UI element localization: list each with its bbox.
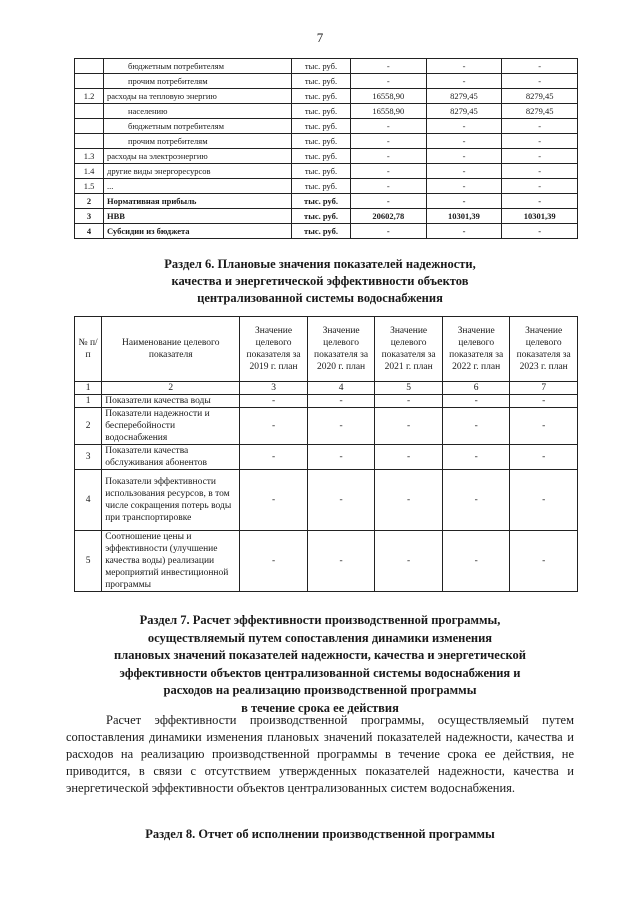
indicators-table — [74, 316, 578, 592]
indicator-value: - — [307, 531, 375, 592]
row-value-1: - — [351, 74, 427, 89]
row-value-3: - — [502, 164, 578, 179]
row-value-2: - — [426, 74, 502, 89]
indicator-value: - — [307, 445, 375, 470]
row-value-2: - — [426, 224, 502, 239]
column-number: 2 — [102, 382, 240, 395]
row-value-1: - — [351, 164, 427, 179]
row-value-2: - — [426, 119, 502, 134]
row-value-2: - — [426, 194, 502, 209]
section-7-title-line: расходов на реализацию производственной программы — [163, 683, 477, 697]
row-unit: тыс. руб. — [292, 89, 351, 104]
row-unit: тыс. руб. — [292, 224, 351, 239]
indicator-value: - — [510, 408, 578, 445]
row-name: прочим потребителям — [104, 134, 292, 149]
row-unit: тыс. руб. — [292, 149, 351, 164]
row-number — [75, 134, 104, 149]
financial-table-row — [75, 89, 578, 104]
indicator-value: - — [510, 470, 578, 531]
header-year-2020: Значение целевого показателя за 2020 г. план — [307, 317, 375, 382]
indicator-value: - — [510, 531, 578, 592]
indicator-name: Показатели качества обслуживания абонентов — [102, 445, 240, 470]
row-number: 4 — [75, 224, 104, 239]
financial-table-row — [75, 149, 578, 164]
section-7-title-line: в течение срока ее действия — [241, 700, 399, 715]
financial-table-row — [75, 164, 578, 179]
indicator-value: - — [375, 408, 443, 445]
indicator-number: 3 — [75, 445, 102, 470]
row-value-1: - — [351, 119, 427, 134]
section-7-title — [0, 612, 640, 717]
row-value-1: - — [351, 224, 427, 239]
indicator-value: - — [442, 445, 510, 470]
row-number: 3 — [75, 209, 104, 224]
row-value-3: 8279,45 — [502, 89, 578, 104]
indicator-row — [75, 395, 578, 408]
row-value-3: - — [502, 59, 578, 74]
financial-table-row — [75, 59, 578, 74]
financial-table-row — [75, 194, 578, 209]
financial-table-row — [75, 134, 578, 149]
financial-table-row — [75, 209, 578, 224]
row-name: расходы на электроэнергию — [104, 149, 292, 164]
row-value-3: - — [502, 134, 578, 149]
row-value-3: - — [502, 149, 578, 164]
indicator-value: - — [307, 408, 375, 445]
section-6-title-line: качества и энергетической эффективности объектов — [171, 274, 469, 288]
row-unit: тыс. руб. — [292, 59, 351, 74]
row-unit: тыс. руб. — [292, 179, 351, 194]
indicator-number: 2 — [75, 408, 102, 445]
row-value-3: - — [502, 179, 578, 194]
indicator-value: - — [375, 531, 443, 592]
row-value-2: - — [426, 149, 502, 164]
row-value-3: - — [502, 74, 578, 89]
section-7-title-line: осуществляемый путем сопоставления динамики изменения — [147, 630, 493, 645]
page-number: 7 — [316, 30, 324, 45]
row-number: 1.3 — [75, 149, 104, 164]
header-year-2019: Значение целевого показателя за 2019 г. план — [240, 317, 308, 382]
indicator-number: 1 — [75, 395, 102, 408]
header-num: № п/ п — [75, 317, 102, 382]
row-number — [75, 74, 104, 89]
indicator-value: - — [240, 531, 308, 592]
indicator-row — [75, 531, 578, 592]
indicator-value: - — [307, 470, 375, 531]
indicator-number: 4 — [75, 470, 102, 531]
row-value-1: 16558,90 — [351, 104, 427, 119]
row-value-1: 20602,78 — [351, 209, 427, 224]
row-unit: тыс. руб. — [292, 194, 351, 209]
indicator-value: - — [307, 395, 375, 408]
financial-table-row — [75, 74, 578, 89]
indicator-value: - — [442, 531, 510, 592]
row-name: ... — [104, 179, 292, 194]
row-unit: тыс. руб. — [292, 74, 351, 89]
section-6-title-line: Раздел 6. Плановые значения показателей надежности, — [164, 257, 476, 271]
row-name: Субсидии из бюджета — [104, 224, 292, 239]
financial-table-row — [75, 224, 578, 239]
indicator-value: - — [240, 395, 308, 408]
row-number: 1.5 — [75, 179, 104, 194]
section-8-title: Раздел 8. Отчет об исполнении производственной программы — [145, 827, 495, 841]
row-name: другие виды энергоресурсов — [104, 164, 292, 179]
row-name: бюджетным потребителям — [104, 119, 292, 134]
row-number: 2 — [75, 194, 104, 209]
section-7-title-line: Раздел 7. Расчет эффективности производственной программы, — [139, 613, 501, 627]
indicator-value: - — [510, 395, 578, 408]
indicator-value: - — [375, 470, 443, 531]
row-value-1: - — [351, 59, 427, 74]
financial-table-row — [75, 119, 578, 134]
indicator-value: - — [240, 408, 308, 445]
row-value-1: - — [351, 134, 427, 149]
header-year-2022: Значение целевого показателя за 2022 г. план — [442, 317, 510, 382]
row-name: расходы на тепловую энергию — [104, 89, 292, 104]
indicator-name: Соотношение цены и эффективности (улучшение качества воды) реализации мероприятий инвестиционной программы — [102, 531, 240, 592]
column-number: 6 — [442, 382, 510, 395]
financial-table-row — [75, 179, 578, 194]
row-unit: тыс. руб. — [292, 119, 351, 134]
row-unit: тыс. руб. — [292, 104, 351, 119]
indicator-value: - — [442, 470, 510, 531]
row-value-1: 16558,90 — [351, 89, 427, 104]
row-value-2: - — [426, 59, 502, 74]
row-number — [75, 119, 104, 134]
row-value-2: - — [426, 179, 502, 194]
indicator-row — [75, 445, 578, 470]
section-7-paragraph: Расчет эффективности производственной программы, осуществляемый путем сопоставления динамики изменения плановых значений показателей надежности, качества и расходов на реализацию производственной программы в течение срока ее действия, не приводится, в связи с отсутствием утвержденных показателей надежности, качества и энергетической эффективности объектов централизованных систем водоснабжения. — [66, 713, 574, 795]
header-year-2023: Значение целевого показателя за 2023 г. план — [510, 317, 578, 382]
row-unit: тыс. руб. — [292, 134, 351, 149]
indicator-name: Показатели качества воды — [102, 395, 240, 408]
row-name: Нормативная прибыль — [104, 194, 292, 209]
row-value-2: - — [426, 164, 502, 179]
indicator-value: - — [375, 395, 443, 408]
row-number: 1.2 — [75, 89, 104, 104]
column-number: 7 — [510, 382, 578, 395]
section-7-title-line: эффективности объектов централизованной системы водоснабжения и — [119, 665, 521, 680]
header-year-2021: Значение целевого показателя за 2021 г. план — [375, 317, 443, 382]
indicator-row — [75, 408, 578, 445]
row-value-1: - — [351, 149, 427, 164]
financial-table — [74, 58, 578, 239]
indicator-number: 5 — [75, 531, 102, 592]
indicator-value: - — [240, 445, 308, 470]
row-value-3: - — [502, 194, 578, 209]
column-number: 1 — [75, 382, 102, 395]
row-number: 1.4 — [75, 164, 104, 179]
indicator-value: - — [442, 395, 510, 408]
section-6-title-line: централизованной системы водоснабжения — [197, 291, 443, 305]
column-numbers-row — [75, 382, 578, 395]
indicator-name: Показатели эффективности использования ресурсов, в том числе сокращения потерь воды при транспортировке — [102, 470, 240, 531]
indicator-value: - — [375, 445, 443, 470]
column-number: 3 — [240, 382, 308, 395]
row-value-3: - — [502, 119, 578, 134]
financial-table-row — [75, 104, 578, 119]
indicator-value: - — [240, 470, 308, 531]
section-6-title — [0, 256, 640, 307]
row-name: бюджетным потребителям — [104, 59, 292, 74]
indicator-name: Показатели надежности и бесперебойности водоснабжения — [102, 408, 240, 445]
column-number: 5 — [375, 382, 443, 395]
indicators-table-header — [75, 317, 578, 382]
column-number: 4 — [307, 382, 375, 395]
row-value-1: - — [351, 179, 427, 194]
row-number — [75, 59, 104, 74]
row-value-2: 8279,45 — [426, 89, 502, 104]
row-name: НВВ — [104, 209, 292, 224]
row-name: прочим потребителям — [104, 74, 292, 89]
indicator-row — [75, 470, 578, 531]
row-value-3: - — [502, 224, 578, 239]
row-value-2: 10301,39 — [426, 209, 502, 224]
row-value-2: 8279,45 — [426, 104, 502, 119]
header-name: Наименование целевого показателя — [102, 317, 240, 382]
row-value-1: - — [351, 194, 427, 209]
row-value-3: 8279,45 — [502, 104, 578, 119]
row-value-3: 10301,39 — [502, 209, 578, 224]
row-unit: тыс. руб. — [292, 209, 351, 224]
indicator-value: - — [510, 445, 578, 470]
section-7-title-line: плановых значений показателей надежности, качества и энергетической — [114, 648, 526, 662]
row-number — [75, 104, 104, 119]
indicator-value: - — [442, 408, 510, 445]
row-name: населению — [104, 104, 292, 119]
row-unit: тыс. руб. — [292, 164, 351, 179]
row-value-2: - — [426, 134, 502, 149]
